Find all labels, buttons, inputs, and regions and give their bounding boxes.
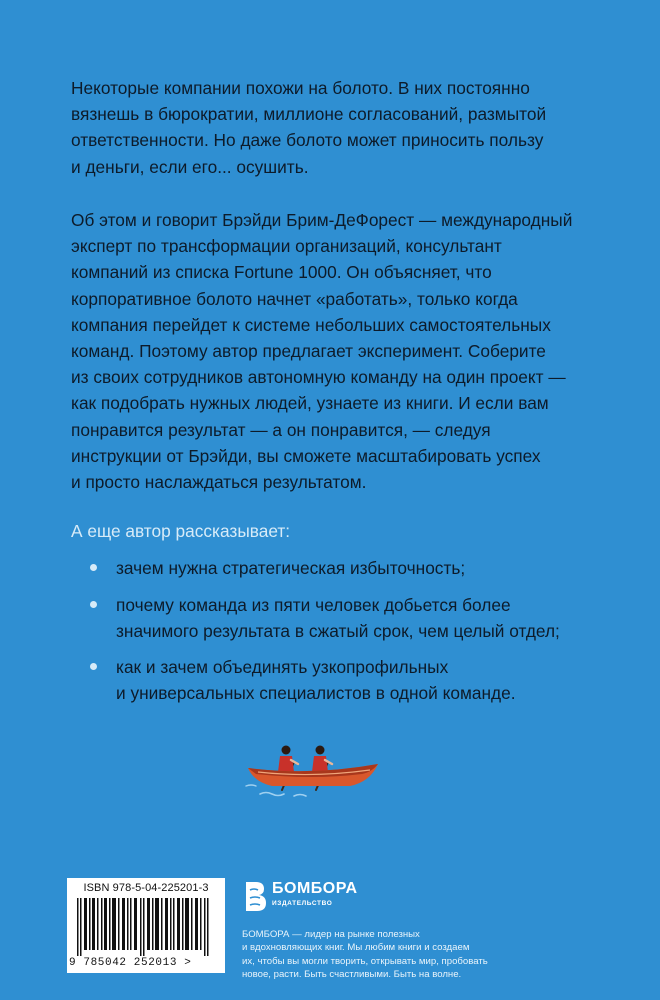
publisher-blurb [242, 928, 542, 982]
publisher-subtitle: ИЗДАТЕЛЬСТВО [272, 900, 333, 907]
publisher-name: БОМБОРА [272, 880, 358, 897]
text-line: и вдохновляющих книг. Мы любим книги и создаем [242, 942, 470, 954]
intro-paragraph [71, 75, 611, 180]
text-line: их, чтобы вы могли творить, открывать мир, пробовать [242, 955, 488, 967]
text-line: зачем нужна стратегическая избыточность; [116, 558, 466, 578]
bullet-item [116, 592, 560, 644]
text-line: и деньги, если его... осушить. [71, 156, 309, 177]
rowing-boat-illustration [242, 742, 382, 798]
text-line: Об этом и говорит Брэйди Брим-ДеФорест — международный [71, 210, 573, 230]
barcode-digits: 9 785042 252013 > [69, 957, 192, 969]
text-line: ответственности. Но даже болото может приносить пользу [71, 130, 544, 151]
text-line: компаний из списка Fortune 1000. Он объясняет, что [71, 262, 492, 283]
bullet-list-lead: А еще автор рассказывает: [71, 521, 291, 541]
text-line: и просто наслаждаться результатом. [71, 472, 367, 493]
text-line: компания перейдет к системе небольших самостоятельных [71, 314, 551, 335]
text-line: эксперт по трансформации организаций, консультант [71, 236, 502, 257]
text-line: инструкции от Брэйди, вы сможете масштабировать успех [71, 445, 541, 466]
text-line: и универсальных специалистов в одной команде. [116, 683, 516, 704]
text-line: новое, расти. Быть счастливыми. Быть на волне. [242, 969, 462, 981]
barcode-icon [77, 898, 215, 956]
publisher-logo [242, 878, 442, 918]
isbn-label: ISBN 978-5-04-225201-3 [83, 882, 209, 894]
bullet-dot-icon [90, 663, 97, 670]
text-line: почему команда из пяти человек добьется более [116, 595, 511, 615]
text-line: как подобрать нужных людей, узнаете из книги. И если вам [71, 393, 549, 414]
description-paragraph [71, 207, 611, 495]
isbn-barcode [67, 878, 225, 973]
text-line: команд. Поэтому автор предлагает эксперимент. Соберите [71, 341, 546, 362]
bullet-item [116, 555, 465, 581]
text-line: корпоративное болото начнет «работать», только когда [71, 288, 518, 309]
text-line: из своих сотрудников автономную команду на один проект — [71, 367, 566, 388]
bullet-dot-icon [90, 564, 97, 571]
text-line: значимого результата в сжатый срок, чем целый отдел; [116, 621, 560, 642]
text-line: понравится результат — а он понравится, — следуя [71, 419, 491, 440]
bullet-item [116, 654, 516, 706]
text-line: вязнешь в бюрократии, миллионе согласований, размытой [71, 104, 547, 125]
text-line: БОМБОРА — лидер на рынке полезных [242, 929, 420, 940]
bombora-wave-icon [242, 878, 268, 912]
bullet-dot-icon [90, 601, 97, 608]
text-line: как и зачем объединять узкопрофильных [116, 657, 449, 677]
text-line: Некоторые компании похожи на болото. В них постоянно [71, 78, 530, 98]
